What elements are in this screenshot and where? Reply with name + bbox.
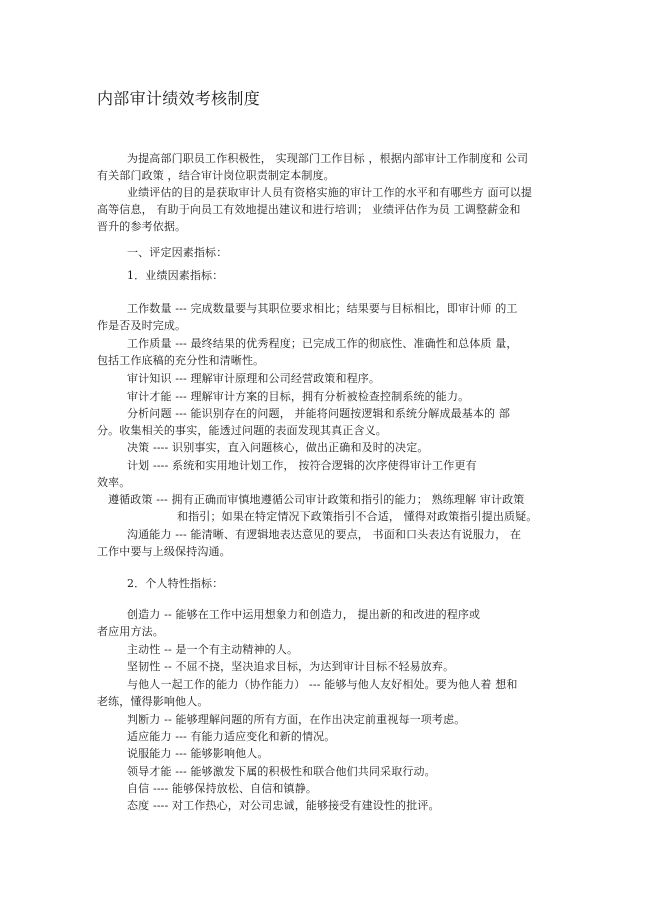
item-line: 作是否及时完成。 — [97, 319, 187, 332]
item-line: 遵循政策 --- 拥有正确而审慎地遵循公司审计政策和指引的能力； 熟练理解 审计政策 — [108, 493, 525, 506]
item-line: 分。收集相关的事实，能透过问题的表面发现其真正含义。 — [97, 424, 387, 437]
item-line: 计划 ---- 系统和实用地计划工作， 按符合逻辑的次序使得审计工作更有 — [127, 459, 477, 472]
intro-line-1: 为提高部门职员工作积极性， 实现部门工作目标 ，根据内部审计工作制度和 公司 — [127, 152, 529, 165]
trait-line: 坚韧性 -- 不屈不挠，坚决追求目标，为达到审计目标不轻易放弃。 — [127, 660, 455, 673]
trait-line: 自信 ---- 能够保持放松、自信和镇静。 — [127, 782, 318, 795]
trait-line: 态度 ---- 对工作热心，对公司忠诚，能够接受有建设性的批评。 — [127, 799, 440, 812]
intro-line-3: 业绩评估的目的是获取审计人员有资格实施的审计工作的水平和有哪些方 面可以提 — [127, 186, 533, 199]
trait-line: 适应能力 --- 有能力适应变化和新的情况。 — [127, 730, 336, 743]
item-line: 效率。 — [97, 476, 131, 489]
item-line: 审计知识 --- 理解审计原理和公司经营政策和程序。 — [127, 372, 381, 385]
trait-line: 者应用方法。 — [97, 625, 164, 638]
intro-line-5: 晋升的参考依据。 — [97, 220, 187, 233]
item-line: 工作数量 --- 完成数量要与其职位要求相比；结果要与目标相比，即审计师 的工 — [127, 302, 518, 315]
item-line: 工作中要与上级保持沟通。 — [97, 545, 231, 558]
item-line: 包括工作底稿的充分性和清晰性。 — [97, 354, 265, 367]
trait-line: 说服能力 --- 能够影响他人。 — [127, 747, 269, 760]
trait-line: 与他人一起工作的能力（协作能力） --- 能够与他人友好相处。要为他人着 想和 — [127, 678, 518, 691]
item-line: 分析问题 --- 能识别存在的问题， 并能将问题按逻辑和系统分解成最基本的 部 — [127, 407, 510, 420]
trait-line: 老练，懂得影响他人。 — [97, 695, 209, 708]
trait-line: 判断力 -- 能够理解问题的所有方面，在作出决定前重视每一项考虑。 — [127, 713, 466, 726]
item-line: 决策 ---- 识别事实，直入问题核心，做出正确和及时的决定。 — [127, 441, 429, 454]
subsection-heading-1: 1．业绩因素指标： — [127, 269, 224, 282]
intro-line-4: 高等信息， 有助于向员工有效地提出建议和进行培训； 业绩评估作为员 工调整薪金和 — [97, 203, 521, 216]
item-line: 和指引；如果在特定情况下政策指引不合适， 懂得对政策指引提出质疑。 — [177, 510, 538, 523]
page-title: 内部审计绩效考核制度 — [97, 89, 261, 108]
subsection-heading-2: 2．个人特性指标： — [127, 577, 224, 590]
section-heading: 一、评定因素指标： — [127, 246, 228, 259]
trait-line: 领导才能 --- 能够激发下属的积极性和联合他们共同采取行动。 — [127, 765, 436, 778]
item-line: 审计才能 --- 理解审计方案的目标，拥有分析被检查控制系统的能力。 — [127, 390, 470, 403]
item-line: 沟通能力 --- 能清晰、有逻辑地表达意见的要点， 书面和口头表达有说服力， 在 — [127, 528, 522, 541]
intro-line-2: 有关部门政策 ，结合审计岗位职责制定本制度。 — [97, 169, 335, 182]
trait-line: 主动性 -- 是一个有主动精神的人。 — [127, 643, 299, 656]
trait-line: 创造力 -- 能够在工作中运用想象力和创造力， 提出新的和改进的程序或 — [127, 608, 481, 621]
item-line: 工作质量 --- 最终结果的优秀程度；已完成工作的彻底性、准确性和总体质 量， — [127, 337, 518, 350]
